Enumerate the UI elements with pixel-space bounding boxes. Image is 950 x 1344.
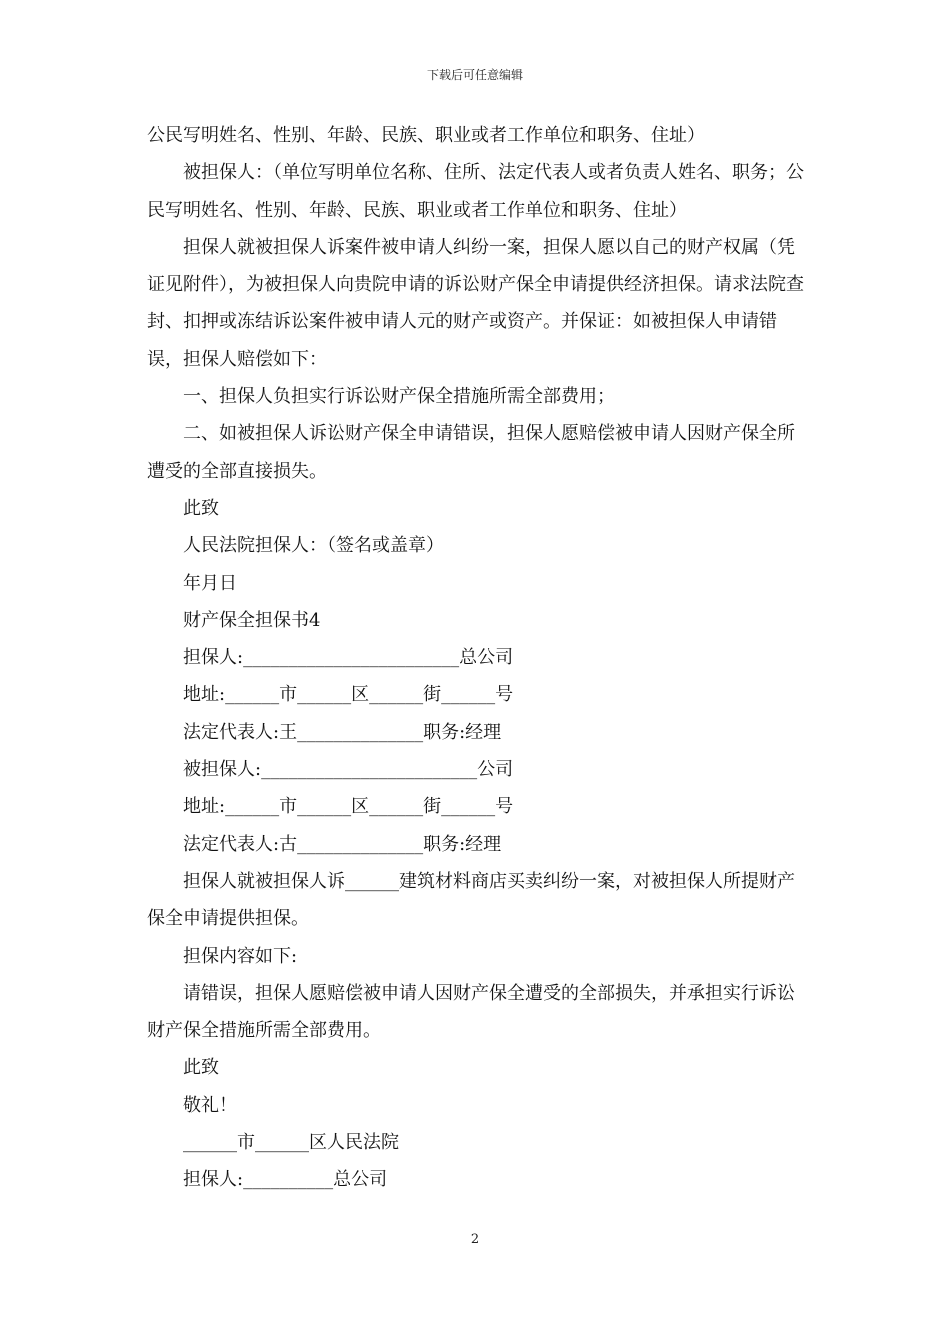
form-line: 法定代表人:王______________职务:经理 xyxy=(147,721,502,743)
paragraph: 担保人就被担保人诉______建筑材料商店买卖纠纷一案，对被担保人所提财产保全申请提供担保。 xyxy=(147,870,795,930)
paragraph: 年月日 xyxy=(147,572,237,594)
page-number: 2 xyxy=(470,1232,480,1247)
paragraph: 二、如被担保人诉讼财产保全申请错误，担保人愿赔偿被申请人因财产保全所遭受的全部直接损失。 xyxy=(147,423,795,482)
paragraph: 此致 xyxy=(147,497,219,519)
form-line: 地址:______市______区______街______号 xyxy=(147,684,514,706)
form-line: 法定代表人:古______________职务:经理 xyxy=(147,833,502,855)
paragraph: 被担保人：（单位写明单位名称、住所、法定代表人或者负责人姓名、职务；公民写明姓名、性别、年龄、民族、职业或者工作单位和职务、住址） xyxy=(147,162,804,221)
paragraph: 公民写明姓名、性别、年龄、民族、职业或者工作单位和职务、住址） xyxy=(147,125,705,146)
form-line: ______市______区人民法院 xyxy=(147,1132,399,1154)
form-line: 被担保人:________________________公司 xyxy=(147,759,514,781)
paragraph: 请错误，担保人愿赔偿被申请人因财产保全遭受的全部损失，并承担实行诉讼财产保全措施所需全部费用。 xyxy=(147,982,795,1042)
form-line: 担保人:________________________总公司 xyxy=(147,647,514,669)
paragraph: 一、担保人负担实行诉讼财产保全措施所需全部费用； xyxy=(147,386,615,408)
paragraph: 敬礼！ xyxy=(147,1094,237,1116)
paragraph: 人民法院担保人：（签名或盖章） xyxy=(147,535,444,557)
form-line: 担保人:__________总公司 xyxy=(147,1169,388,1191)
section-title: 财产保全担保书4 xyxy=(147,609,321,631)
page-header: 下载后可任意编辑 xyxy=(426,68,523,82)
form-line: 地址:______市______区______街______号 xyxy=(147,796,514,818)
paragraph: 担保人就被担保人诉案件被申请人纠纷一案，担保人愿以自己的财产权属（凭证见附件），为被担保人向贵院申请的诉讼财产保全申请提供经济担保。请求法院查封、扣押或冻结诉讼案件被申请人元的财产或资产。并保证：如被担保人申请错误，担保人赔偿如下： xyxy=(147,236,804,370)
document-body xyxy=(147,117,811,1199)
paragraph: 担保内容如下: xyxy=(147,945,298,967)
paragraph: 此致 xyxy=(147,1057,219,1079)
